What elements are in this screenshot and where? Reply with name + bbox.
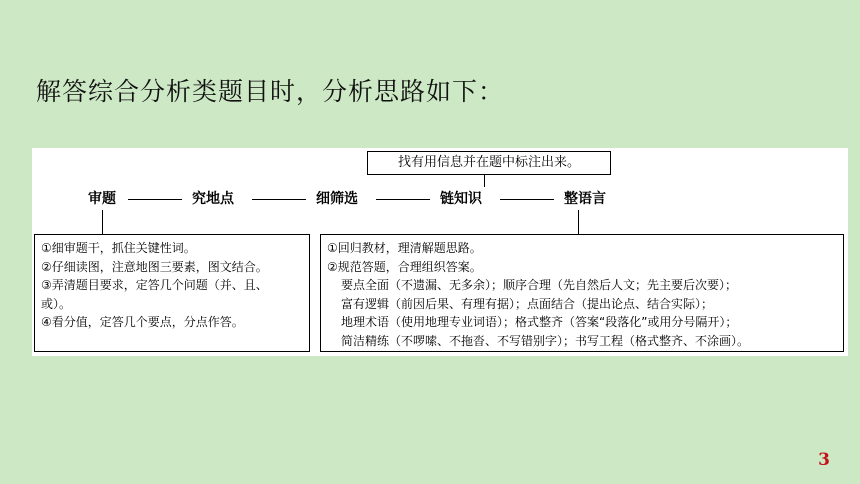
step-filter: 细筛选 xyxy=(316,191,358,207)
step-organize-language: 整语言 xyxy=(564,191,606,207)
list-item: ①细审题干，抓住关键性词。 xyxy=(41,241,196,255)
list-item: 富有逻辑（前因后果、有理有据）；点面结合（提出论点、结合实际）； xyxy=(341,296,714,311)
list-item: ③弄清题目要求，定答几个问题（并、且、 xyxy=(41,278,268,292)
list-item: 地理术语（使用地理专业词语）；格式整齐（答案“段落化”或用分号隔开）； xyxy=(341,315,738,329)
left-box-connector xyxy=(102,210,103,234)
hint-connector xyxy=(484,175,485,187)
list-item: 要点全面（不遗漏、无多余）；顺序合理（先自然后人文；先主要后次要）； xyxy=(341,278,738,292)
slide-title: 解答综合分析类题目时，分析思路如下： xyxy=(36,77,505,106)
step-connector xyxy=(128,199,182,200)
right-box-connector xyxy=(578,210,579,234)
step-connector xyxy=(500,199,554,200)
page-number: 3 xyxy=(818,450,830,470)
list-item: ②仔细读图，注意地图三要素，图文结合。 xyxy=(41,259,268,274)
list-item: 或）。 xyxy=(41,296,72,311)
analysis-flow-diagram xyxy=(32,148,848,356)
organize-language-box xyxy=(320,234,844,352)
review-question-box xyxy=(34,234,310,352)
step-locate: 究地点 xyxy=(192,191,234,207)
step-connector xyxy=(252,199,306,200)
step-link-knowledge: 链知识 xyxy=(440,191,482,207)
step-review-question: 审题 xyxy=(88,191,116,207)
list-item: ①回归教材，理清解题思路。 xyxy=(327,241,482,255)
list-item: 简洁精练（不啰嗦、不拖沓、不写错别字）；书写工程（格式整齐、不涂画）。 xyxy=(341,333,750,348)
hint-box: 找有用信息并在题中标注出来。 xyxy=(367,151,611,175)
flow-steps xyxy=(88,188,648,210)
list-item: ②规范答题，合理组织答案。 xyxy=(327,259,482,274)
step-connector xyxy=(376,199,430,200)
list-item: ④看分值，定答几个要点，分点作答。 xyxy=(41,315,244,329)
